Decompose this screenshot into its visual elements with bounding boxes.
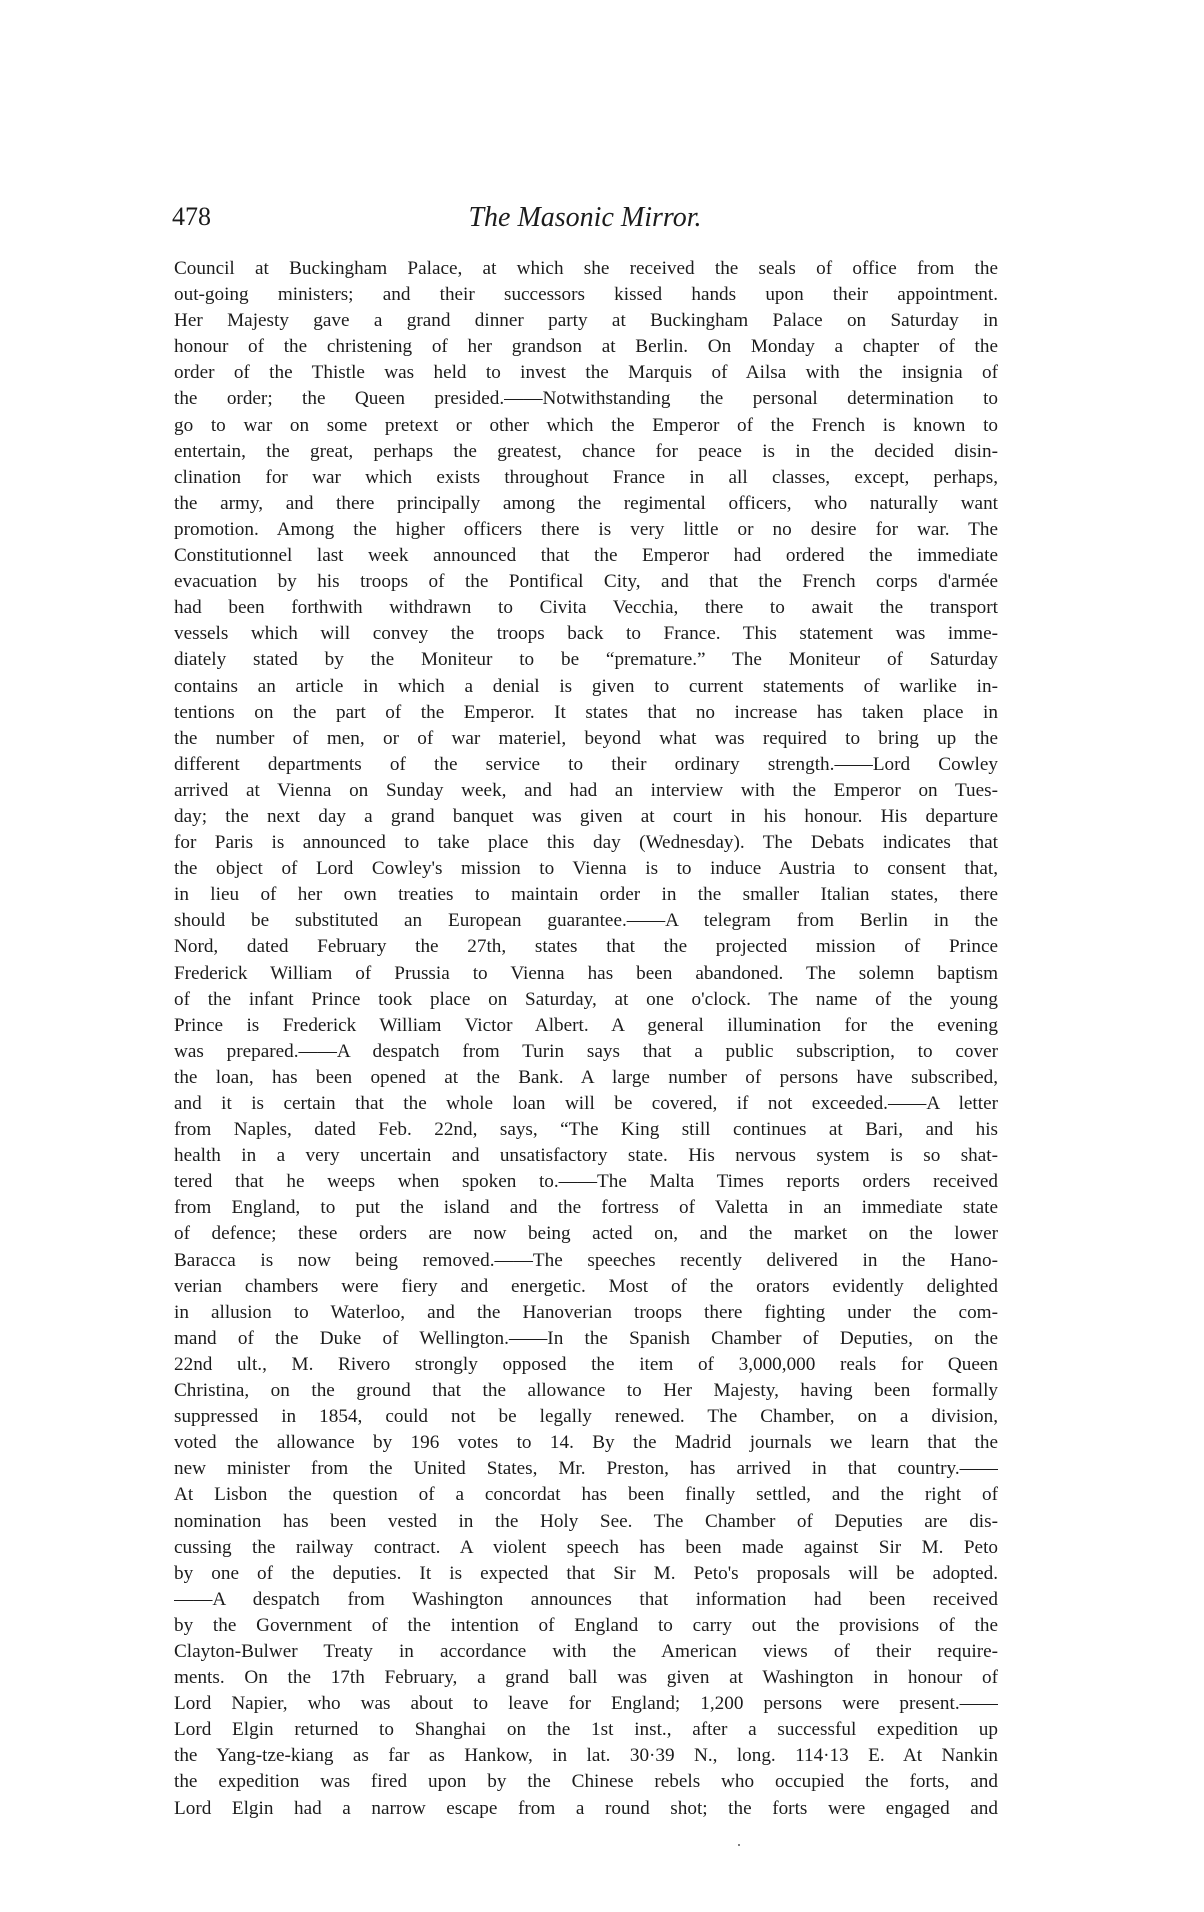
text-line: Lord Elgin returned to Shanghai on the 1st inst., after a successful expedition up (174, 1719, 998, 1741)
text-line: mand of the Duke of Wellington.——In the Spanish Chamber of Deputies, on the (174, 1327, 998, 1349)
text-line: from Naples, dated Feb. 22nd, says, “The King still continues at Bari, and his (174, 1119, 998, 1141)
text-line: day; the next day a grand banquet was given at court in his honour. His departure (174, 805, 998, 827)
text-line: nomination has been vested in the Holy See. The Chamber of Deputies are dis- (174, 1510, 998, 1532)
text-line: order of the Thistle was held to invest the Marquis of Ailsa with the insignia of (174, 362, 998, 384)
text-line: honour of the christening of her grandson at Berlin. On Monday a chapter of the (174, 336, 998, 358)
text-line: the expedition was fired upon by the Chinese rebels who occupied the forts, and (174, 1771, 998, 1793)
text-line: for Paris is announced to take place this day (Wednesday). The Debats indicates that (174, 832, 998, 854)
text-line: Prince is Frederick William Victor Albert. A general illumination for the evening (174, 1014, 998, 1036)
text-line: Nord, dated February the 27th, states that the projected mission of Prince (174, 936, 998, 958)
text-line: arrived at Vienna on Sunday week, and had an interview with the Emperor on Tues- (174, 779, 998, 801)
text-line: Baracca is now being removed.——The speeches recently delivered in the Hano- (174, 1249, 998, 1271)
text-line: entertain, the great, perhaps the greatest, chance for peace is in the decided disin- (174, 440, 998, 462)
text-line: the loan, has been opened at the Bank. A large number of persons have subscribed, (174, 1066, 998, 1088)
text-line: Clayton-Bulwer Treaty in accordance with the American views of their require- (174, 1640, 998, 1662)
text-line: health in a very uncertain and unsatisfactory state. His nervous system is so shat- (174, 1145, 998, 1167)
text-line: by one of the deputies. It is expected that Sir M. Peto's proposals will be adopted. (174, 1562, 998, 1584)
text-line: was prepared.——A despatch from Turin says that a public subscription, to cover (174, 1040, 998, 1062)
text-line: Constitutionnel last week announced that the Emperor had ordered the immediate (174, 545, 998, 567)
text-line: Council at Buckingham Palace, at which she received the seals of office from the (174, 258, 998, 279)
article-body (174, 256, 998, 1822)
page-number: 478 (172, 202, 211, 231)
text-line: Lord Napier, who was about to leave for England; 1,200 persons were present.—— (174, 1693, 998, 1715)
text-line: ments. On the 17th February, a grand ball was given at Washington in honour of (174, 1667, 998, 1689)
text-line: different departments of the service to their ordinary strength.——Lord Cowley (174, 753, 998, 775)
text-line: by the Government of the intention of England to carry out the provisions of the (174, 1614, 998, 1636)
text-line: diately stated by the Moniteur to be “premature.” The Moniteur of Saturday (174, 649, 998, 671)
text-line: the number of men, or of war materiel, beyond what was required to bring up the (174, 727, 998, 749)
text-line: evacuation by his troops of the Pontifical City, and that the French corps d'armée (174, 571, 998, 593)
text-line: 22nd ult., M. Rivero strongly opposed the item of 3,000,000 reals for Queen (174, 1353, 998, 1375)
text-line: At Lisbon the question of a concordat has been finally settled, and the right of (174, 1484, 998, 1506)
running-head (172, 202, 998, 242)
text-line: and it is certain that the whole loan will be covered, if not exceeded.——A letter (174, 1093, 998, 1114)
text-line: the object of Lord Cowley's mission to Vienna is to induce Austria to consent that, (174, 858, 998, 880)
text-line: tentions on the part of the Emperor. It states that no increase has taken place in (174, 701, 998, 723)
text-line: go to war on some pretext or other which the Emperor of the French is known to (174, 414, 998, 436)
text-line: Christina, on the ground that the allowance to Her Majesty, having been formally (174, 1380, 998, 1402)
text-line: in allusion to Waterloo, and the Hanoverian troops there fighting under the com- (174, 1301, 998, 1323)
text-line: contains an article in which a denial is given to current statements of warlike in- (174, 675, 998, 697)
text-line: of defence; these orders are now being acted on, and the market on the lower (174, 1223, 998, 1245)
text-line: verian chambers were fiery and energetic. Most of the orators evidently delighted (174, 1275, 998, 1297)
text-line: Lord Elgin had a narrow escape from a round shot; the forts were engaged and (174, 1797, 998, 1819)
page-speck (738, 1844, 740, 1846)
text-line: the order; the Queen presided.——Notwithstanding the personal determination to (174, 388, 998, 410)
text-line: should be substituted an European guarantee.——A telegram from Berlin in the (174, 910, 998, 932)
text-line: Her Majesty gave a grand dinner party at Buckingham Palace on Saturday in (174, 310, 998, 332)
text-line: vessels which will convey the troops back to France. This statement was imme- (174, 623, 998, 645)
text-line: out-going ministers; and their successors kissed hands upon their appointment. (174, 284, 998, 306)
text-line: the army, and there principally among the regimental officers, who naturally want (174, 492, 998, 514)
text-line: the Yang-tze-kiang as far as Hankow, in lat. 30·39 N., long. 114·13 E. At Nankin (174, 1745, 998, 1767)
text-line: tered that he weeps when spoken to.——The Malta Times reports orders received (174, 1171, 998, 1193)
text-line: cussing the railway contract. A violent speech has been made against Sir M. Peto (174, 1536, 998, 1558)
text-line: of the infant Prince took place on Saturday, at one o'clock. The name of the young (174, 988, 998, 1010)
text-line: Frederick William of Prussia to Vienna has been abandoned. The solemn baptism (174, 962, 998, 984)
text-line: voted the allowance by 196 votes to 14. By the Madrid journals we learn that the (174, 1432, 998, 1454)
running-title: The Masonic Mirror. (468, 202, 702, 233)
text-line: new minister from the United States, Mr. Preston, has arrived in that country.—— (174, 1458, 998, 1480)
text-line: promotion. Among the higher officers there is very little or no desire for war. The (174, 518, 998, 540)
text-line: had been forthwith withdrawn to Civita Vecchia, there to await the transport (174, 597, 998, 619)
text-line: in lieu of her own treaties to maintain order in the smaller Italian states, there (174, 884, 998, 906)
text-line: clination for war which exists throughout France in all classes, except, perhaps, (174, 466, 998, 488)
text-line: from England, to put the island and the fortress of Valetta in an immediate state (174, 1197, 998, 1219)
text-line: suppressed in 1854, could not be legally renewed. The Chamber, on a division, (174, 1406, 998, 1428)
text-line: ——A despatch from Washington announces that information had been received (174, 1588, 998, 1610)
